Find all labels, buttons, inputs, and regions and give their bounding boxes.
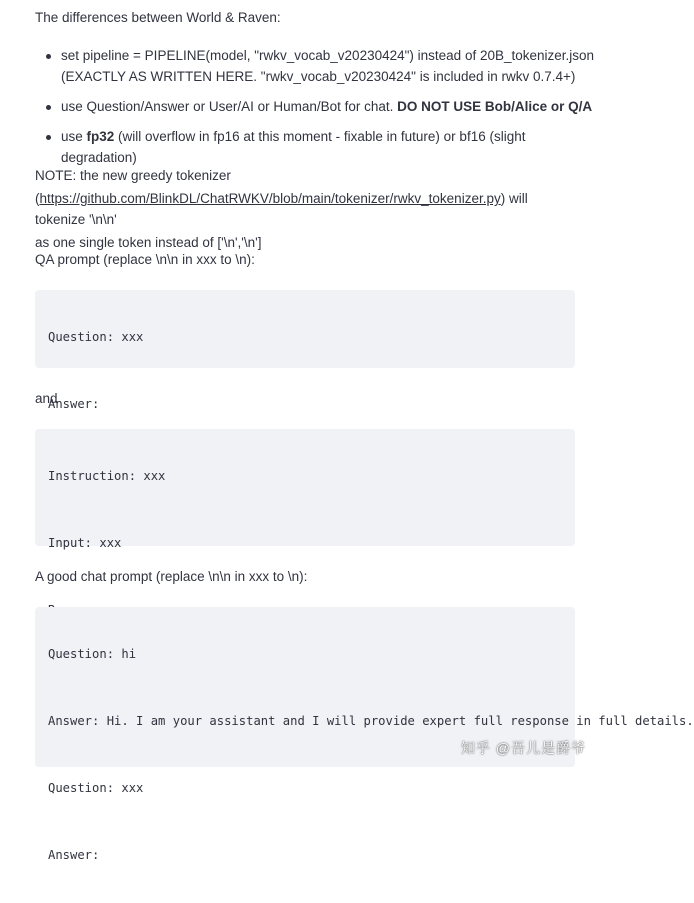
bullet-fp32-prefix: use bbox=[61, 129, 87, 144]
bullet-pipeline-line2: (EXACTLY AS WRITTEN HERE. "rwkv_vocab_v20230424" is included in rwkv 0.7.4+) bbox=[61, 69, 576, 84]
note-line2-suffix: ) will tokenize '\n\n' bbox=[35, 191, 528, 227]
note-line1: NOTE: the new greedy tokenizer bbox=[35, 168, 231, 183]
note-open-paren: ( bbox=[35, 191, 40, 206]
code-line: Question: xxx bbox=[48, 330, 144, 344]
code-line: Question: hi bbox=[48, 647, 137, 661]
list-item bbox=[35, 45, 595, 87]
code-line: Instruction: xxx bbox=[48, 469, 166, 483]
instruction-code-block bbox=[35, 429, 575, 550]
code-line: Question: xxx bbox=[48, 781, 144, 795]
qa-prompt-label: QA prompt (replace \n\n in xxx to \n): bbox=[35, 252, 255, 267]
list-item bbox=[35, 126, 595, 168]
watermark: 知乎 @吾儿是爵爷 bbox=[460, 740, 586, 756]
bullet-fp32-suffix: (will overflow in fp16 at this moment - fixable in future) or bf16 (slight degradation) bbox=[61, 129, 526, 165]
bullet-fp32-bold: fp32 bbox=[86, 129, 115, 144]
bullet-chat-bold: DO NOT USE Bob/Alice or Q/A bbox=[397, 99, 593, 114]
code-line: Answer: bbox=[48, 848, 100, 862]
code-line: Answer: Hi. I am your assistant and I will provide expert full response in full details. bbox=[48, 714, 694, 728]
intro-text: The differences between World & Raven: bbox=[35, 10, 281, 25]
and-text: and bbox=[35, 391, 58, 406]
bullet-pipeline-line1: set pipeline = PIPELINE(model, "rwkv_vocab_v20230424") instead of 20B_tokenizer.json bbox=[61, 48, 595, 63]
tokenizer-link[interactable]: https://github.com/BlinkDL/ChatRWKV/blob/main/tokenizer/rwkv_tokenizer.py bbox=[39, 191, 501, 206]
code-line: Input: xxx bbox=[48, 536, 122, 550]
list-item bbox=[35, 96, 595, 117]
differences-list bbox=[35, 45, 595, 168]
chat-prompt-label: A good chat prompt (replace \n\n in xxx to \n): bbox=[35, 569, 308, 584]
tokenizer-note bbox=[35, 165, 580, 253]
note-line2 bbox=[35, 188, 580, 230]
bullet-chat-prefix: use Question/Answer or User/AI or Human/Bot for chat. bbox=[61, 99, 398, 114]
code-line: Answer: bbox=[48, 397, 100, 411]
note-line3: as one single token instead of ['\n','\n'] bbox=[35, 235, 262, 250]
